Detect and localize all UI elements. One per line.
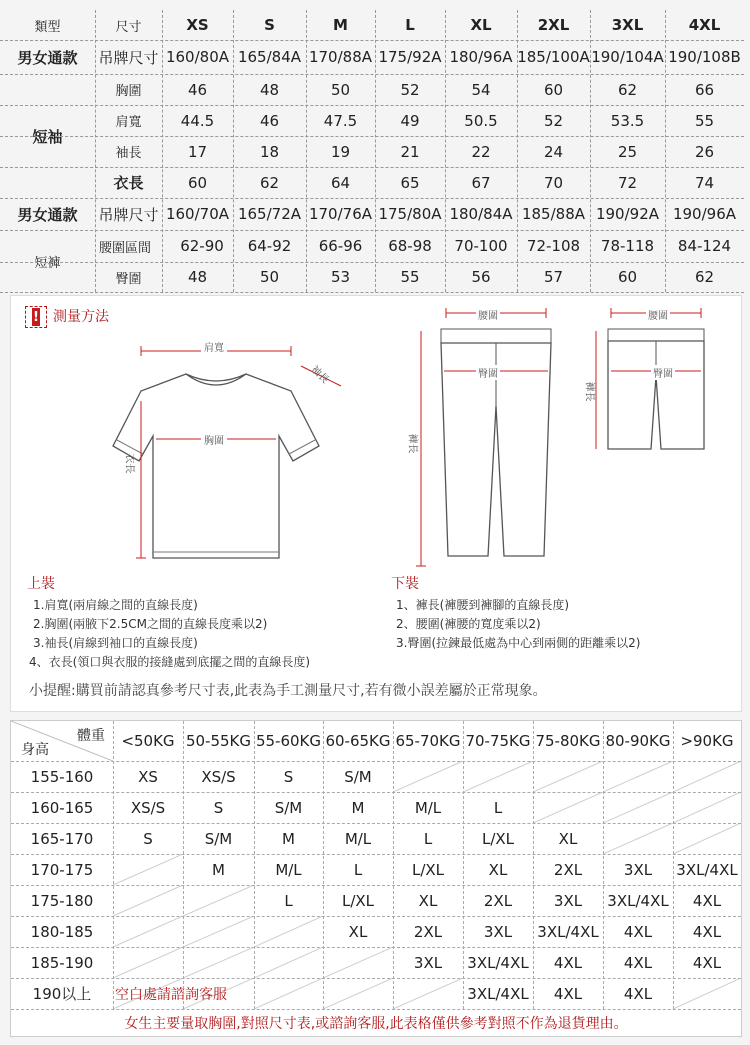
tag-size: 185/100A [517,48,590,66]
size-label: 4XL [688,16,721,34]
tops-category: 男女通款 [17,48,78,67]
header-diagonal [11,721,113,761]
grid-vline [445,10,446,292]
tops-group-label: 短袖 [32,127,63,146]
size-recommendation: M/L [414,798,442,817]
size-recommendation: 4XL [692,922,722,941]
empty-cell-slash [113,854,183,885]
hip-value: 62 [694,268,715,286]
empty-cell-slash [673,978,741,1009]
weight-hline [11,978,741,979]
empty-cell-slash [113,947,183,978]
empty-cell-slash [533,792,603,823]
size-recommendation: 3XL/4XL [676,860,738,879]
size-recommendation: M/L [344,829,372,848]
shorts-waist-label: 腰圍 [646,307,670,322]
size-header: 尺寸 [115,19,142,35]
bottoms-category: 男女通款 [17,205,78,224]
tag-size: 175/92A [378,48,442,66]
empty-cell-slash [463,761,533,792]
measure-value: 60 [543,80,564,99]
warning-icon: ! [25,306,47,328]
waist-value: 72-108 [526,237,581,255]
label-chest: 胸圍 [201,432,227,447]
tops-measure-row [0,74,744,105]
weight-footer: 女生主要量取胸圍,對照尺寸表,或諮詢客服,此表格僅供參考對照不作為退貨理由。 [124,1016,628,1032]
weight-row [11,885,741,916]
weight-vline [463,721,464,1009]
size-recommendation: XS/S [130,798,166,817]
size-recommendation: 4XL [553,953,583,972]
bottoms-tag-label: 吊牌尺寸 [98,205,159,224]
shorts-length-label: 褲長 [583,381,595,402]
size-label: 2XL [537,16,570,34]
height-range: 175-180 [30,891,94,910]
bottoms-group-label: 短褲 [34,255,61,271]
hip-value: 50 [259,268,280,286]
measure-title: 測量方法 [53,309,109,325]
size-label: XS [186,16,209,34]
size-recommendation: 4XL [623,984,653,1003]
measure-value: 44.5 [180,111,215,130]
weight-label: 體重 [77,728,105,744]
tag-size: 170/76A [308,205,373,223]
weight-vline [533,721,534,1009]
waist-value: 62-90 [180,237,224,255]
size-recommendation: L [423,829,433,848]
bottom-note: 1、褲長(褲腰到褲腳的直線長度) [396,598,569,612]
size-recommendation: 3XL/4XL [607,891,669,910]
size-recommendation: XS/S [201,767,236,786]
size-recommendation: 4XL [692,891,722,910]
grid-hline [0,74,744,75]
waist-value: 66-96 [318,237,363,255]
measure-value: 53.5 [610,111,645,130]
bottom-section-title: 下裝 [391,576,419,592]
grid-vline [517,10,518,292]
size-recommendation: XL [488,860,508,879]
height-range: 170-175 [30,860,94,879]
tops-measure-row [0,167,744,198]
measure-value: 24 [543,142,564,161]
pants-diagram [396,301,576,571]
tag-size: 180/84A [449,205,513,223]
weight-row [11,854,741,885]
weight-row [11,761,741,792]
measure-value: 70 [543,173,564,192]
weight-vline [113,721,114,1009]
grid-hline [0,198,744,199]
top-note: 1.肩寬(兩肩線之間的直線長度) [33,598,198,612]
measure-value: 19 [330,142,351,161]
measure-value: 66 [694,80,715,99]
height-range: 180-185 [30,922,94,941]
measure-value: 49 [400,111,420,130]
hip-value: 60 [617,268,638,286]
top-note: 4、衣長(領口與衣服的接縫處到底擺之間的直線長度) [29,655,311,669]
weight-hline [11,916,741,917]
grid-hline [0,105,744,106]
consult-note: 空白處請諮詢客服 [115,986,227,1003]
weight-hline [11,761,741,762]
size-recommendation: XL [418,891,438,910]
tag-size: 190/96A [672,205,737,223]
measure-name: 衣長 [113,174,144,192]
label-shoulder: 肩寬 [201,339,227,354]
hip-value: 53 [330,268,351,286]
empty-cell-slash [603,823,673,854]
tag-size: 185/88A [521,205,586,223]
grid-vline [162,10,163,292]
tops-measure-row [0,136,744,167]
shorts-hip-label: 臀圍 [651,365,675,380]
size-label: XL [470,16,492,34]
empty-cell-slash [254,947,323,978]
size-label: L [405,16,415,34]
size-recommendation: L [284,891,293,910]
size-recommendation: 3XL/4XL [467,984,529,1003]
measure-value: 62 [259,173,280,192]
empty-cell-slash [393,978,463,1009]
measure-value: 22 [471,142,491,161]
size-recommendation: L [493,798,503,817]
waist-value: 78-118 [600,237,655,255]
empty-cell-slash [673,792,741,823]
tag-size: 165/84A [237,48,302,66]
weight-range: 75-80KG [535,732,601,750]
size-recommendation: XS [138,767,158,786]
size-recommendation: 2XL [483,891,513,910]
measure-value: 46 [187,80,208,99]
size-recommendation: 2XL [413,922,443,941]
grid-hline [0,262,744,263]
waist-value: 64-92 [247,237,292,255]
weight-row [11,947,741,978]
measurement-guide [10,295,742,712]
grid-vline [375,10,376,292]
measure-value: 62 [617,80,638,99]
size-recommendation: S/M [274,798,303,817]
empty-cell-slash [113,916,183,947]
tag-size: 160/70A [165,205,230,223]
empty-cell-slash [183,885,254,916]
weight-hline [11,823,741,824]
measure-value: 64 [330,173,351,192]
empty-cell-slash [183,916,254,947]
size-recommendation: 2XL [553,860,583,879]
measure-value: 50.5 [464,111,498,130]
size-recommendation: S [283,767,294,786]
size-recommendation: 3XL [553,891,583,910]
empty-cell-slash [673,823,741,854]
measure-value: 67 [471,173,491,192]
measure-value: 74 [694,173,715,192]
measure-value: 54 [471,80,491,99]
weight-vline [673,721,674,1009]
weight-vline [183,721,184,1009]
measure-value: 26 [694,142,715,161]
empty-cell-slash [603,792,673,823]
grid-vline [95,10,96,292]
measure-value: 55 [694,111,715,130]
grid-vline [590,10,591,292]
measurement-tip: 小提醒:購買前請認真參考尺寸表,此表為手工測量尺寸,若有微小誤差屬於正常現象。 [29,683,547,699]
size-recommendation: 4XL [692,953,722,972]
size-recommendation: S/M [344,767,372,786]
size-recommendation: M/L [275,860,302,879]
weight-hline [11,792,741,793]
size-recommendation: M [351,798,365,817]
size-label: M [333,16,348,34]
weight-range: 60-65KG [325,732,391,750]
size-recommendation: L/XL [481,829,515,848]
hip-value: 55 [400,268,420,286]
bottom-note: 3.臀圍(拉鍊最低處為中心到兩側的距離乘以2) [396,636,641,650]
empty-cell-slash [393,761,463,792]
measure-value: 18 [259,142,280,161]
size-label: 3XL [611,16,644,34]
top-section-title: 上裝 [27,576,55,592]
measure-value: 25 [617,142,638,161]
grid-vline [665,10,666,292]
waist-value: 84-124 [677,237,732,255]
bottom-note: 2、腰圍(褲腰的寬度乘以2) [396,617,541,631]
tag-size: 165/72A [237,205,302,223]
weight-header-row [11,721,741,761]
hip-value: 48 [187,268,208,286]
type-header: 類型 [34,19,61,35]
hip-value: 57 [543,268,564,286]
empty-cell-slash [673,761,741,792]
top-note: 2.胸圍(兩腋下2.5CM之間的直線長度乘以2) [33,617,268,631]
empty-cell-slash [603,761,673,792]
weight-vline [603,721,604,1009]
size-recommendation: 3XL [623,860,653,879]
height-label: 身高 [21,742,49,758]
tops-tag-row [0,40,744,74]
weight-hline [11,854,741,855]
label-length: 衣長 [123,453,135,474]
height-range: 155-160 [30,767,94,786]
shorts-diagram [583,301,726,461]
measure-value: 60 [187,173,208,192]
measure-value: 52 [400,80,420,99]
pants-length-label: 褲長 [406,433,418,454]
grid-hline [0,292,744,293]
height-range: 190以上 [32,985,92,1003]
empty-cell-slash [533,761,603,792]
weight-range: 80-90KG [605,732,671,750]
grid-hline [0,230,744,231]
size-recommendation: L [353,860,363,879]
weight-height-table [10,720,742,1037]
size-recommendation: M [282,829,295,848]
size-recommendation: 3XL [483,922,513,941]
height-range: 160-165 [30,798,94,817]
tag-size: 190/108B [668,48,741,66]
measure-value: 17 [187,142,208,161]
waist-name: 腰圍區間 [99,240,152,256]
weight-hline [11,1009,741,1010]
weight-row [11,916,741,947]
size-recommendation: L/XL [411,860,445,879]
waist-value: 70-100 [454,237,508,255]
size-recommendation: S/M [204,829,233,848]
measure-value: 46 [259,111,280,130]
weight-range: 50-55KG [185,732,252,750]
weight-hline [11,885,741,886]
size-recommendation: L/XL [341,891,375,910]
bottoms-waist-row [0,230,744,262]
hip-name: 臀圍 [115,271,142,287]
grid-hline [0,40,744,41]
size-recommendation: 4XL [623,922,653,941]
grid-hline [0,167,744,168]
empty-cell-slash [183,947,254,978]
empty-cell-slash [254,978,323,1009]
size-recommendation: 3XL/4XL [537,922,599,941]
weight-vline [393,721,394,1009]
weight-range: 65-70KG [395,732,461,750]
tag-size: 190/104A [591,48,664,66]
measure-value: 52 [543,111,564,130]
measure-value: 47.5 [323,111,358,130]
size-recommendation: 3XL [413,953,443,972]
measure-name: 胸圍 [115,84,142,99]
measure-value: 50 [330,80,351,99]
empty-cell-slash [113,885,183,916]
tag-size: 175/80A [378,205,442,223]
tag-size: 170/88A [308,48,373,66]
height-range: 185-190 [30,953,94,972]
measure-value: 65 [400,173,420,192]
weight-vline [254,721,255,1009]
weight-hline [11,947,741,948]
weight-row [11,792,741,823]
size-recommendation: 4XL [553,984,583,1003]
measure-value: 72 [617,173,638,192]
size-recommendation: 4XL [623,953,653,972]
top-note: 3.袖長(肩線到袖口的直線長度) [33,636,198,650]
pants-waist-label: 腰圍 [476,307,500,322]
tag-size: 190/92A [595,205,660,223]
weight-range: >90KG [680,732,734,750]
grid-vline [233,10,234,292]
size-recommendation: M [212,860,225,879]
bottoms-tag-row [0,198,744,230]
tops-measure-row [0,105,744,136]
size-recommendation: S [143,829,153,848]
bottoms-hip-row [0,262,744,292]
measure-value: 21 [400,142,420,161]
grid-vline [306,10,307,292]
grid-hline [0,136,744,137]
size-label: S [264,16,275,34]
size-recommendation: XL [348,922,368,941]
label-sleeve: 袖長 [308,363,331,386]
measure-name: 肩寬 [115,115,142,130]
measure-name: 袖長 [115,146,142,161]
waist-value: 68-98 [388,237,432,255]
size-recommendation: 3XL/4XL [467,953,529,972]
size-recommendation: XL [558,829,578,848]
weight-range: 55-60KG [255,732,322,750]
empty-cell-slash [323,978,393,1009]
weight-range: 70-75KG [465,732,531,750]
empty-cell-slash [254,916,323,947]
tops-tag-label: 吊牌尺寸 [98,48,159,67]
tshirt-outline [113,374,319,558]
pants-hip-label: 臀圍 [476,365,500,380]
empty-cell-slash [323,947,393,978]
size-recommendation: S [213,798,224,817]
weight-vline [323,721,324,1009]
hip-value: 56 [471,268,491,286]
weight-range: <50KG [121,732,175,750]
weight-row [11,823,741,854]
measure-value: 48 [259,80,280,99]
size-header-row [0,10,744,40]
height-range: 165-170 [30,829,94,848]
tag-size: 160/80A [165,48,230,66]
tag-size: 180/96A [449,48,513,66]
